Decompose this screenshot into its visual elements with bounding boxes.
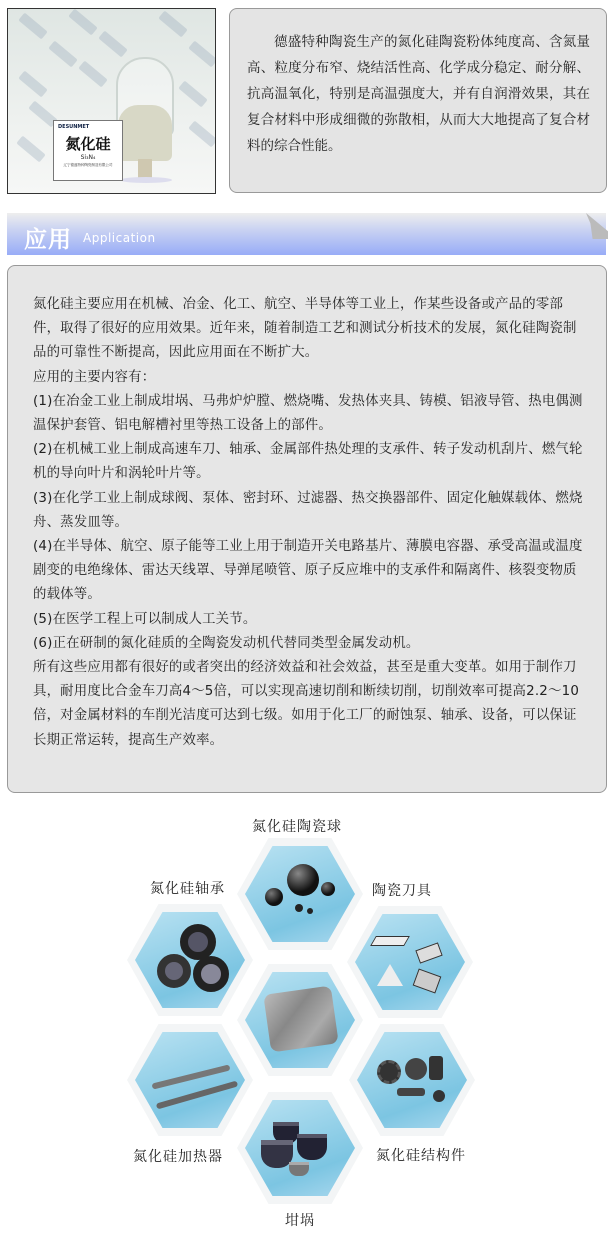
- intro-text: 德盛特种陶瓷生产的氮化硅陶瓷粉体纯度高、含氮量高、粒度分布窄、烧结活性高、化学成分稳定、耐分解、抗高温氧化，特别是高温强度大，并有自润滑效果，其在复合材料中形成细微的弥散相，从而大大地提高了复合材料的综合性能。: [229, 8, 607, 193]
- hex-crucibles: [237, 1092, 363, 1204]
- application-text: [7, 265, 607, 793]
- section-title: 应用: [24, 227, 72, 253]
- product-formula: Si₃N₄: [80, 154, 96, 161]
- hex-bearings: [127, 904, 253, 1016]
- hex-heaters: [127, 1024, 253, 1136]
- label-ceramic-tools: 陶瓷刀具: [372, 883, 432, 899]
- paragraph: (5)在医学工程上可以制成人工关节。: [33, 611, 257, 627]
- paragraph: (6)正在研制的氮化硅质的全陶瓷发动机代替同类型金属发动机。: [33, 635, 420, 651]
- label-ceramic-balls: 氮化硅陶瓷球: [252, 819, 342, 835]
- paragraph: (1)在冶金工业上制成坩埚、马弗炉炉膛、燃烧嘴、发热体夹具、铸模、铝液导管、热电偶测温保护套管、铝电解槽衬里等热工设备上的部件。: [33, 393, 583, 434]
- section-subtitle: Application: [83, 231, 156, 245]
- paragraph: (4)在半导体、航空、原子能等工业上用于制造开关电路基片、薄膜电容器、承受高温或温度剧变的电绝缘体、雷达天线罩、导弹尾喷管、原子反应堆中的支承件和隔离件、核裂变物质的载体等。: [33, 539, 583, 603]
- hex-structural: [349, 1024, 475, 1136]
- label-heaters: 氮化硅加热器: [133, 1149, 223, 1165]
- paragraph: (3)在化学工业上制成球阀、泵体、密封环、过滤器、热交换器部件、固定化触媒载体、燃烧舟、蒸发皿等。: [33, 490, 583, 530]
- label-bearings: 氮化硅轴承: [150, 881, 225, 897]
- page-curl-icon: [586, 213, 608, 239]
- paragraph: 所有这些应用都有很好的或者突出的经济效益和社会效益，甚至是重大变革。如用于制作刀具，耐用度比合金车刀高4～5倍，可以实现高速切削和断续切削，切削效率可提高2.2～10倍，对金属材料的车削光洁度可达到七级。如用于化工厂的耐蚀泵、轴承、设备，可以保证长期正常运转，提高生产效率。: [33, 660, 580, 748]
- company-name: 辽宁德盛特种陶瓷制造有限公司: [63, 163, 113, 167]
- label-crucibles: 坩埚: [285, 1213, 315, 1229]
- hex-balls: [237, 838, 363, 950]
- section-banner: [7, 213, 606, 255]
- powder: [118, 105, 172, 161]
- paragraph: (2)在机械工业上制成高速车刀、轴承、金属部件热处理的支承件、转子发动机刮片、燃气轮机的导向叶片和涡轮叶片等。: [33, 442, 583, 482]
- label-structural-parts: 氮化硅结构件: [376, 1148, 466, 1164]
- paragraph: 应用的主要内容有：: [33, 369, 156, 385]
- product-label-card: [53, 120, 123, 181]
- product-name: 氮化硅: [65, 135, 111, 153]
- hex-powder-bag: [237, 964, 363, 1076]
- hex-tools: [347, 906, 473, 1018]
- paragraph: 氮化硅主要应用在机械、冶金、化工、航空、半导体等工业上，作某些设备或产品的零部件，取得了很好的应用效果。近年来，随着制造工艺和测试分析技术的发展，氮化硅陶瓷制品的可靠性不断提高，因此应用面在不断扩大。: [33, 297, 577, 361]
- product-photo: [7, 8, 216, 194]
- brand-logo: DESUNMET: [58, 124, 90, 130]
